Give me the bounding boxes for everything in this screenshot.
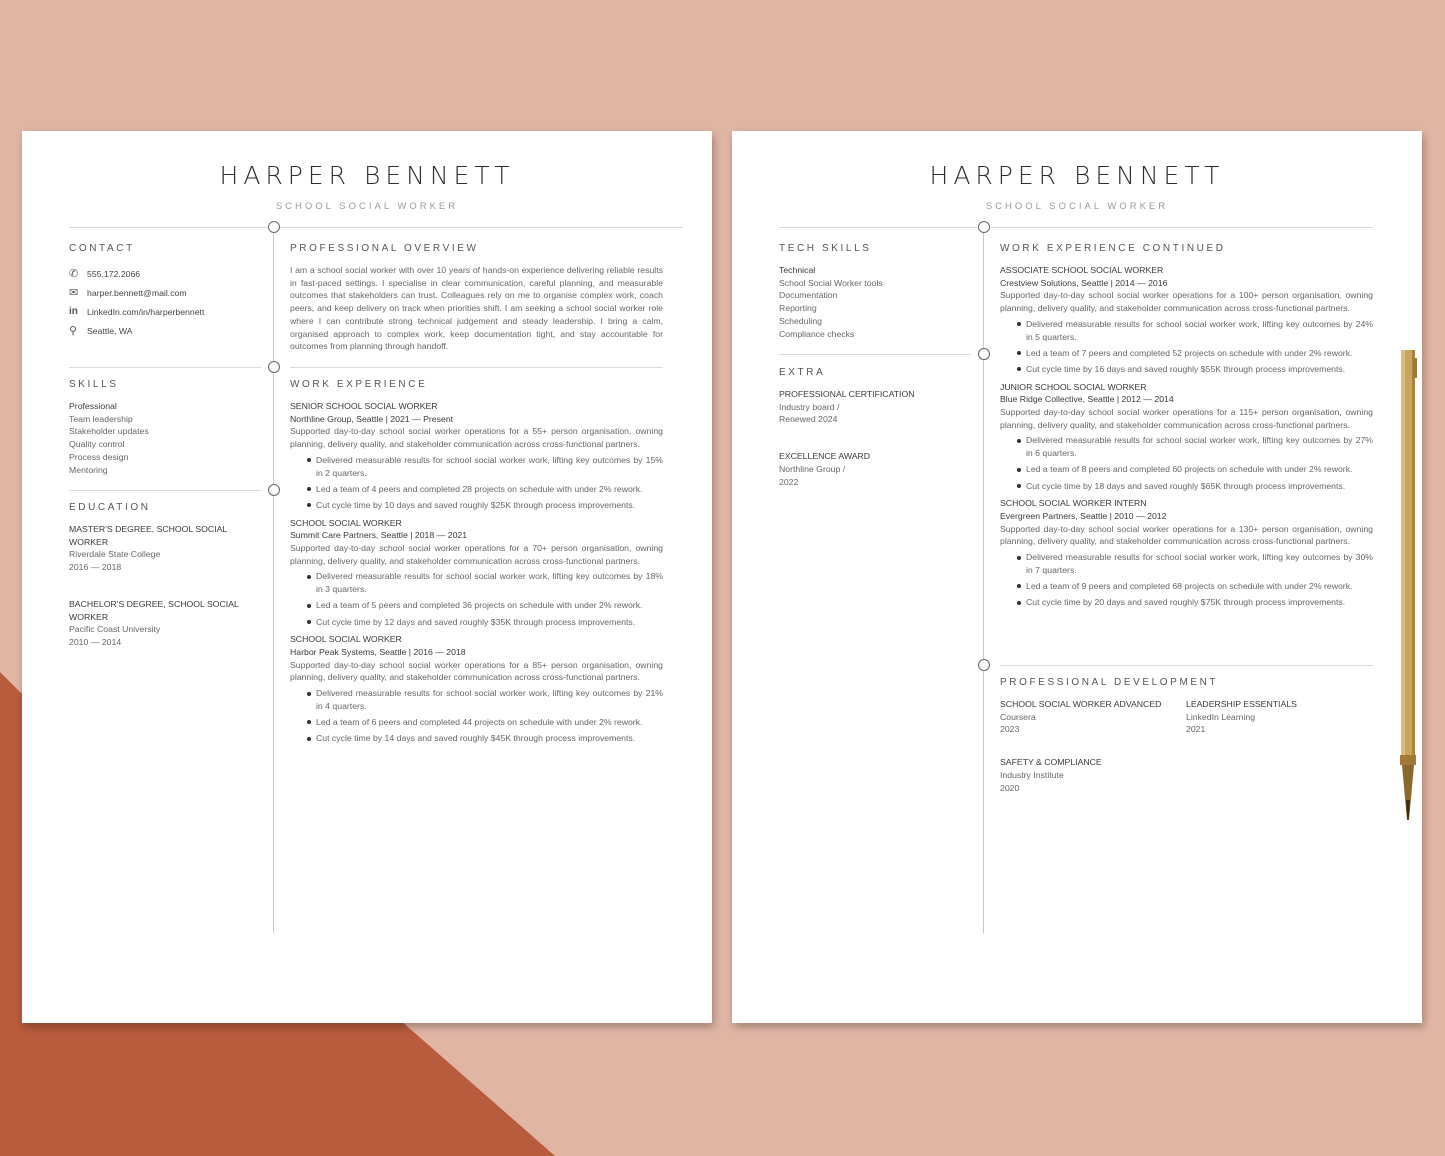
skills-title: SKILLS (69, 379, 119, 390)
education-title: EDUCATION (69, 502, 151, 513)
timeline-line (983, 227, 984, 933)
mail-icon: ✉ (69, 286, 79, 299)
job-entry: ASSOCIATE SCHOOL SOCIAL WORKER Crestview Solutions, Seattle | 2014 — 2016 Supported day-to-day school social worker operations for a 100+ person organisation, owning planning, delivery quality, and stakeholder communication across cross-functional partners. Delivered measurable results for school social worker work, lifting key outcomes by 24% in 5 quarters. Led a team of 7 peers and completed 52 projects on schedule with under 2% rework. Cut cycle time by 16 days and saved roughly $55K through process improvements. (1000, 265, 1373, 374)
work-experience-title: WORK EXPERIENCE (290, 379, 428, 390)
development-item: SAFETY & COMPLIANCE Industry Institute 2020 (1000, 757, 1102, 793)
contact-email: ✉ harper.bennett@mail.com (69, 286, 187, 299)
tech-skills-title: TECH SKILLS (779, 243, 872, 254)
job-bullet: Cut cycle time by 18 days and saved roughly $65K through process improvements. (1017, 480, 1373, 493)
resume-name: HARPER BENNETT (929, 161, 1225, 190)
extra-section (779, 367, 971, 512)
timeline-node (268, 221, 280, 233)
job-entry: SCHOOL SOCIAL WORKER Harbor Peak Systems, Seattle | 2016 — 2018 Supported day-to-day school social worker operations for a 85+ person organisation, owning planning, delivery quality, and stakeholder communication across cross-functional partners. Delivered measurable results for school social worker work, lifting key outcomes by 21% in 4 quarters. Led a team of 6 peers and completed 44 projects on schedule with under 2% rework. Cut cycle time by 14 days and saved roughly $45K through process improvements. (290, 634, 663, 744)
skill-item: Mentoring (69, 464, 108, 475)
job-bullet: Delivered measurable results for school social worker work, lifting key outcomes by 24% in 5 quarters. (1017, 318, 1373, 343)
tech-skill-item: Technical (779, 265, 816, 275)
work-experience-continued-title: WORK EXPERIENCE CONTINUED (1000, 243, 1226, 254)
timeline-node (268, 484, 280, 496)
job-bullet: Delivered measurable results for school social worker work, lifting key outcomes by 15% in 2 quarters. (307, 454, 663, 479)
resume-name: HARPER BENNETT (219, 161, 515, 190)
job-entry: SCHOOL SOCIAL WORKER INTERN Evergreen Partners, Seattle | 2010 — 2012 Supported day-to-day school social worker operations for a 130+ person organisation, owning planning, delivery quality, and stakeholder communication across cross-functional partners. Delivered measurable results for school social worker work, lifting key outcomes by 30% in 7 quarters. Led a team of 9 peers and completed 68 projects on schedule with under 2% rework. Cut cycle time by 20 days and saved roughly $75K through process improvements. (1000, 498, 1373, 608)
section-divider (69, 490, 261, 491)
contact-section (69, 243, 261, 340)
resume-role: SCHOOL SOCIAL WORKER (275, 201, 459, 212)
professional-development-section (1000, 677, 1373, 794)
tech-skill-item: Documentation (779, 290, 838, 301)
job-bullet: Led a team of 6 peers and completed 44 projects on schedule with under 2% rework. (307, 716, 663, 729)
resume-role: SCHOOL SOCIAL WORKER (985, 201, 1169, 212)
extra-title: EXTRA (779, 367, 826, 378)
contact-linkedin: in LinkedIn.com/in/harperbennett (69, 305, 205, 317)
resume-page-1 (22, 131, 712, 1023)
timeline-node (978, 221, 990, 233)
timeline-node (978, 659, 990, 671)
job-bullet: Led a team of 5 peers and completed 36 projects on schedule with under 2% rework. (307, 599, 663, 612)
pencil-icon (1399, 350, 1419, 825)
job-entry: SCHOOL SOCIAL WORKER Summit Care Partners, Seattle | 2018 — 2021 Supported day-to-day school social worker operations for a 70+ person organisation, owning planning, delivery quality, and stakeholder communication across cross-functional partners. Delivered measurable results for school social worker work, lifting key outcomes by 18% in 3 quarters. Led a team of 5 peers and completed 36 projects on schedule with under 2% rework. Cut cycle time by 12 days and saved roughly $35K through process improvements. (290, 517, 663, 627)
resume-page-2 (732, 131, 1422, 1023)
skills-section (69, 379, 261, 476)
section-divider (69, 367, 261, 368)
job-bullet: Delivered measurable results for school social worker work, lifting key outcomes by 18% in 3 quarters. (307, 570, 663, 595)
linkedin-icon: in (69, 305, 78, 317)
contact-location: ⚲ Seattle, WA (69, 324, 133, 337)
job-bullet: Delivered measurable results for school social worker work, lifting key outcomes by 27% in 6 quarters. (1017, 434, 1373, 459)
header-divider (69, 227, 683, 228)
skill-item: Stakeholder updates (69, 426, 149, 437)
job-entry: SENIOR SCHOOL SOCIAL WORKER Northline Group, Seattle | 2021 — Present Supported day-to-day school social worker operations for a 55+ person organisation, owning planning, delivery quality, and stakeholder communication across cross-functional partners. Delivered measurable results for school social worker work, lifting key outcomes by 15% in 2 quarters. Led a team of 4 peers and completed 28 projects on schedule with under 2% rework. Cut cycle time by 10 days and saved roughly $25K through process improvements. (290, 401, 663, 510)
job-bullet: Delivered measurable results for school social worker work, lifting key outcomes by 21% in 4 quarters. (307, 687, 663, 712)
timeline-node (268, 361, 280, 373)
timeline-line (273, 227, 274, 933)
job-bullet: Led a team of 9 peers and completed 68 projects on schedule with under 2% rework. (1017, 580, 1373, 593)
education-section (69, 502, 261, 673)
development-item: LEADERSHIP ESSENTIALS LinkedIn Learning 2021 (1186, 699, 1297, 735)
job-bullet: Cut cycle time by 12 days and saved roughly $35K through process improvements. (307, 616, 663, 629)
phone-icon: ✆ (69, 267, 79, 280)
work-experience-continued-section (1000, 243, 1373, 614)
job-bullet: Led a team of 7 peers and completed 52 projects on schedule with under 2% rework. (1017, 347, 1373, 360)
extra-item: PROFESSIONAL CERTIFICATION Industry board / Renewed 2024 (779, 389, 915, 425)
education-item: MASTER'S DEGREE, SCHOOL SOCIAL WORKER Riverdale State College 2016 — 2018 (69, 524, 227, 573)
job-bullet: Cut cycle time by 20 days and saved roughly $75K through process improvements. (1017, 596, 1373, 609)
header-divider (779, 227, 1373, 228)
job-bullet: Delivered measurable results for school social worker work, lifting key outcomes by 30% in 7 quarters. (1017, 551, 1373, 576)
skill-item: Quality control (69, 439, 125, 450)
section-divider (779, 354, 971, 355)
contact-title: CONTACT (69, 243, 135, 254)
education-item: BACHELOR'S DEGREE, SCHOOL SOCIAL WORKER Pacific Coast University 2010 — 2014 (69, 598, 239, 647)
section-divider (1000, 665, 1373, 666)
job-entry: JUNIOR SCHOOL SOCIAL WORKER Blue Ridge Collective, Seattle | 2012 — 2014 Supported day-to-day school social worker operations for a 115+ person organisation, owning planning, delivery quality, and stakeholder communication across cross-functional partners. Delivered measurable results for school social worker work, lifting key outcomes by 27% in 6 quarters. Led a team of 8 peers and completed 60 projects on schedule with under 2% rework. Cut cycle time by 18 days and saved roughly $65K through process improvements. (1000, 381, 1373, 491)
professional-development-title: PROFESSIONAL DEVELOPMENT (1000, 677, 1219, 688)
tech-skill-item: Scheduling (779, 315, 822, 326)
extra-item: EXCELLENCE AWARD Northline Group / 2022 (779, 451, 871, 487)
skill-item: Process design (69, 451, 129, 462)
contact-phone: ✆ 555.172.2066 (69, 267, 141, 280)
job-bullet: Cut cycle time by 14 days and saved roughly $45K through process improvements. (307, 732, 663, 745)
tech-skill-item: Reporting (779, 303, 817, 314)
skill-item: Professional (69, 401, 117, 411)
development-item: SCHOOL SOCIAL WORKER ADVANCED Coursera 2023 (1000, 699, 1162, 735)
job-bullet: Led a team of 8 peers and completed 60 projects on schedule with under 2% rework. (1017, 463, 1373, 476)
timeline-node (978, 348, 990, 360)
job-bullet: Cut cycle time by 16 days and saved roughly $55K through process improvements. (1017, 363, 1373, 376)
location-pin-icon: ⚲ (69, 324, 78, 337)
overview-text: I am a school social worker with over 10 years of hands-on experience delivering reliable results in fast-paced settings. I specialise in clear communication, careful planning, and measurable outcomes that stakeholders can trust. Colleagues rely on me to organise complex work, coach peers, and keep delivery on track when priorities shift. I am seeking a school social worker role where I can contribute strong technical judgement and steady leadership. I bring a calm, organised approach to complex work, keep documentation tight, and stay accountable for outcomes from planning through handoff. (290, 265, 663, 352)
job-bullet: Cut cycle time by 10 days and saved roughly $25K through process improvements. (307, 499, 663, 512)
job-bullet: Led a team of 4 peers and completed 28 projects on schedule with under 2% rework. (307, 483, 663, 496)
tech-skills-section (779, 243, 971, 340)
overview-title: PROFESSIONAL OVERVIEW (290, 243, 479, 254)
skill-item: Team leadership (69, 413, 133, 424)
tech-skill-item: Compliance checks (779, 328, 855, 339)
overview-section (290, 243, 663, 353)
tech-skill-item: School Social Worker tools (779, 277, 883, 288)
work-experience-section (290, 379, 663, 750)
section-divider (290, 367, 663, 368)
